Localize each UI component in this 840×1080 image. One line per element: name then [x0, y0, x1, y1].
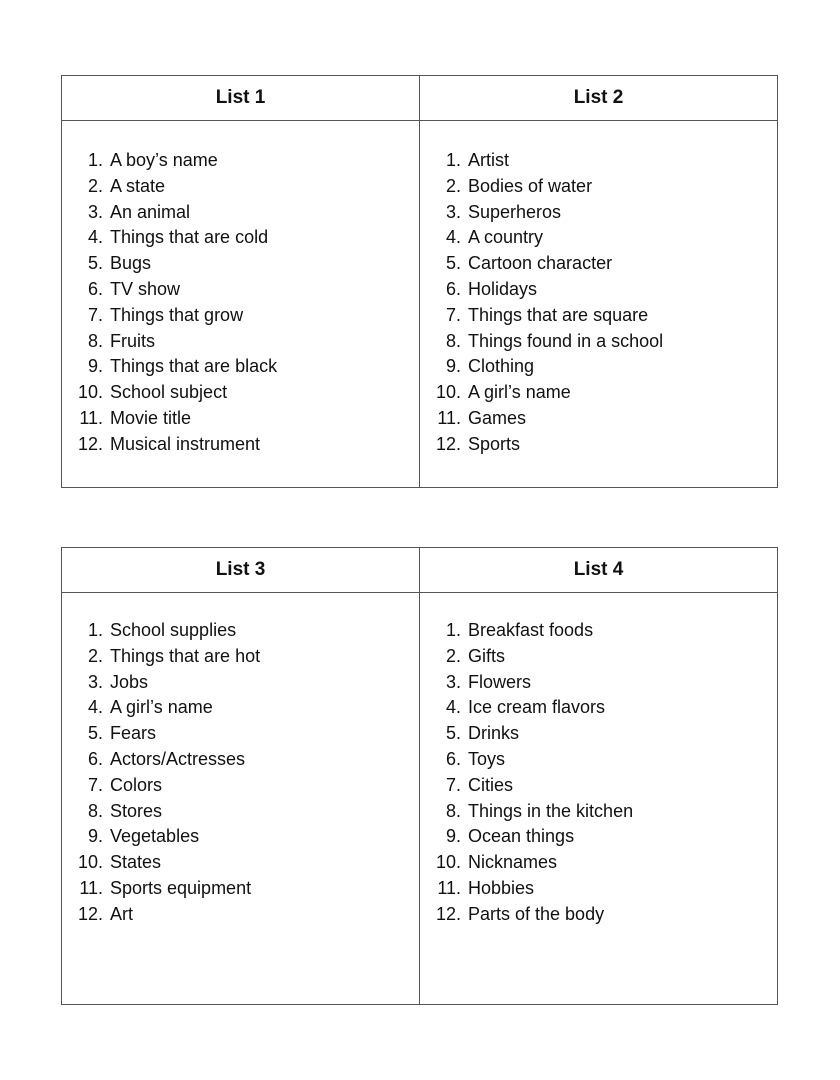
- item-text: Nicknames: [468, 852, 558, 873]
- item-text: School supplies: [110, 620, 237, 640]
- list-2-items: [420, 148, 777, 458]
- item-text: Actors/Actresses: [110, 748, 246, 769]
- list-1-title: List 1: [215, 87, 266, 108]
- item-number: 10.: [77, 382, 103, 403]
- list-item: [62, 354, 419, 380]
- item-text: A girl’s name: [110, 697, 213, 718]
- item-text: Bodies of water: [468, 175, 593, 196]
- item-number: 9.: [445, 356, 461, 377]
- item-text: Superheros: [468, 201, 562, 222]
- list-4-items: [420, 618, 777, 928]
- item-number: 7.: [445, 304, 461, 325]
- item-text: Art: [110, 903, 134, 924]
- item-text: Fears: [110, 723, 157, 744]
- list-item: [62, 277, 419, 303]
- item-text: Toys: [468, 748, 506, 769]
- list-2-title: List 2: [419, 76, 777, 120]
- item-number: 6.: [445, 748, 461, 769]
- list-item: [420, 876, 777, 902]
- item-number: 11.: [437, 877, 461, 898]
- item-text: Holidays: [468, 278, 538, 299]
- list-item: [62, 432, 419, 458]
- item-number: 1.: [445, 150, 461, 170]
- item-number: 3.: [87, 671, 103, 692]
- list-item: [420, 406, 777, 432]
- item-number: 4.: [445, 697, 461, 718]
- list-3-cell: [62, 593, 419, 1004]
- list-item: [62, 644, 419, 670]
- list-item: [420, 695, 777, 721]
- list-item: [62, 799, 419, 825]
- item-text: Ice cream flavors: [468, 697, 606, 718]
- item-text: Things that are cold: [110, 227, 269, 248]
- item-number: 10.: [435, 382, 461, 403]
- list-4-title: List 4: [419, 548, 777, 592]
- item-text: Sports equipment: [110, 877, 252, 898]
- item-text: An animal: [110, 201, 191, 222]
- item-number: 9.: [87, 826, 103, 847]
- item-text: A girl’s name: [468, 382, 571, 403]
- list-item: [62, 850, 419, 876]
- item-text: Cities: [468, 774, 514, 795]
- list-item: [62, 695, 419, 721]
- list-item: [420, 721, 777, 747]
- item-number: 12.: [77, 433, 103, 454]
- list-4-cell: [419, 593, 777, 1004]
- list-item: [62, 200, 419, 226]
- list-item: [420, 850, 777, 876]
- list-item: [420, 303, 777, 329]
- item-number: 2.: [445, 645, 461, 666]
- item-number: 11.: [79, 407, 103, 428]
- item-number: 1.: [445, 620, 461, 640]
- item-text: A state: [110, 175, 166, 196]
- list-item: [420, 824, 777, 850]
- item-number: 4.: [445, 227, 461, 248]
- list-item: [420, 799, 777, 825]
- list-1-cell: [62, 121, 419, 487]
- list-item: [62, 670, 419, 696]
- item-number: 8.: [445, 800, 461, 821]
- item-text: School subject: [110, 382, 228, 403]
- item-number: 6.: [445, 278, 461, 299]
- item-number: 12.: [435, 903, 461, 924]
- item-text: Drinks: [468, 723, 520, 744]
- list-item: [420, 277, 777, 303]
- list-item: [420, 148, 777, 174]
- item-number: 1.: [87, 620, 103, 640]
- list-item: [420, 773, 777, 799]
- item-text: Flowers: [468, 671, 532, 692]
- list-item: [62, 303, 419, 329]
- table-header-row: [62, 548, 777, 593]
- item-number: 6.: [87, 278, 103, 299]
- item-text: TV show: [110, 278, 181, 299]
- list-item: [420, 902, 777, 928]
- item-text: Things that grow: [110, 304, 244, 325]
- list-item: [420, 644, 777, 670]
- item-number: 8.: [445, 330, 461, 351]
- item-number: 12.: [435, 433, 461, 454]
- item-text: Parts of the body: [468, 903, 605, 924]
- list-item: [62, 380, 419, 406]
- item-number: 9.: [87, 356, 103, 377]
- item-number: 9.: [445, 826, 461, 847]
- item-number: 3.: [87, 201, 103, 222]
- item-text: Musical instrument: [110, 433, 261, 454]
- item-text: Bugs: [110, 253, 152, 274]
- item-number: 8.: [87, 800, 103, 821]
- item-text: Sports: [468, 433, 521, 454]
- item-text: Things in the kitchen: [468, 800, 634, 821]
- item-text: Gifts: [468, 645, 506, 666]
- list-item: [62, 902, 419, 928]
- item-number: 5.: [87, 723, 103, 744]
- item-number: 3.: [445, 201, 461, 222]
- list-item: [62, 824, 419, 850]
- item-number: 2.: [445, 175, 461, 196]
- item-number: 7.: [87, 774, 103, 795]
- item-text: Movie title: [110, 407, 192, 428]
- list-3-title: List 3: [215, 559, 266, 580]
- item-number: 10.: [77, 852, 103, 873]
- item-text: Things that are black: [110, 356, 278, 377]
- table-body-row: [62, 593, 777, 1004]
- item-text: A boy’s name: [110, 150, 218, 170]
- item-text: Breakfast foods: [468, 620, 594, 640]
- list-item: [420, 618, 777, 644]
- list-item: [420, 354, 777, 380]
- table-body-row: [62, 121, 777, 487]
- list-3-items: [62, 618, 419, 928]
- item-text: Things found in a school: [468, 330, 664, 351]
- list-item: [62, 329, 419, 355]
- item-text: Clothing: [468, 356, 535, 377]
- item-number: 2.: [87, 175, 103, 196]
- list-table-bottom: [61, 547, 778, 1005]
- list-item: [62, 406, 419, 432]
- item-number: 6.: [87, 748, 103, 769]
- list-item: [420, 670, 777, 696]
- list-1-items: [62, 148, 419, 458]
- list-item: [62, 251, 419, 277]
- item-number: 5.: [445, 723, 461, 744]
- item-text: Cartoon character: [468, 253, 613, 274]
- list-item: [62, 174, 419, 200]
- item-number: 2.: [87, 645, 103, 666]
- list-item: [62, 148, 419, 174]
- item-number: 5.: [87, 253, 103, 274]
- item-number: 8.: [87, 330, 103, 351]
- list-table-top: [61, 75, 778, 488]
- list-item: [420, 747, 777, 773]
- item-number: 4.: [87, 697, 103, 718]
- item-text: Stores: [110, 800, 163, 821]
- item-text: Vegetables: [110, 826, 200, 847]
- item-text: Games: [468, 407, 527, 428]
- item-text: Hobbies: [468, 877, 535, 898]
- list-item: [62, 721, 419, 747]
- item-text: Jobs: [110, 671, 149, 692]
- item-number: 5.: [445, 253, 461, 274]
- list-item: [420, 225, 777, 251]
- list-item: [62, 618, 419, 644]
- item-text: States: [110, 852, 162, 873]
- list-2-cell: [419, 121, 777, 487]
- item-number: 11.: [79, 877, 103, 898]
- list-item: [420, 174, 777, 200]
- list-item: [62, 225, 419, 251]
- table-header-row: [62, 76, 777, 121]
- item-number: 10.: [435, 852, 461, 873]
- item-text: Fruits: [110, 330, 155, 351]
- item-number: 1.: [87, 150, 103, 170]
- item-text: Colors: [110, 774, 163, 795]
- item-text: Things that are hot: [110, 645, 261, 666]
- item-text: Artist: [468, 150, 510, 170]
- list-item: [62, 773, 419, 799]
- list-item: [420, 200, 777, 226]
- item-text: Things that are square: [468, 304, 649, 325]
- list-item: [62, 876, 419, 902]
- item-number: 3.: [445, 671, 461, 692]
- list-item: [420, 329, 777, 355]
- list-item: [62, 747, 419, 773]
- item-text: Ocean things: [468, 826, 575, 847]
- item-number: 11.: [437, 407, 461, 428]
- list-item: [420, 432, 777, 458]
- item-number: 12.: [77, 903, 103, 924]
- list-item: [420, 251, 777, 277]
- item-text: A country: [468, 227, 544, 248]
- item-number: 4.: [87, 227, 103, 248]
- item-number: 7.: [87, 304, 103, 325]
- item-number: 7.: [445, 774, 461, 795]
- list-item: [420, 380, 777, 406]
